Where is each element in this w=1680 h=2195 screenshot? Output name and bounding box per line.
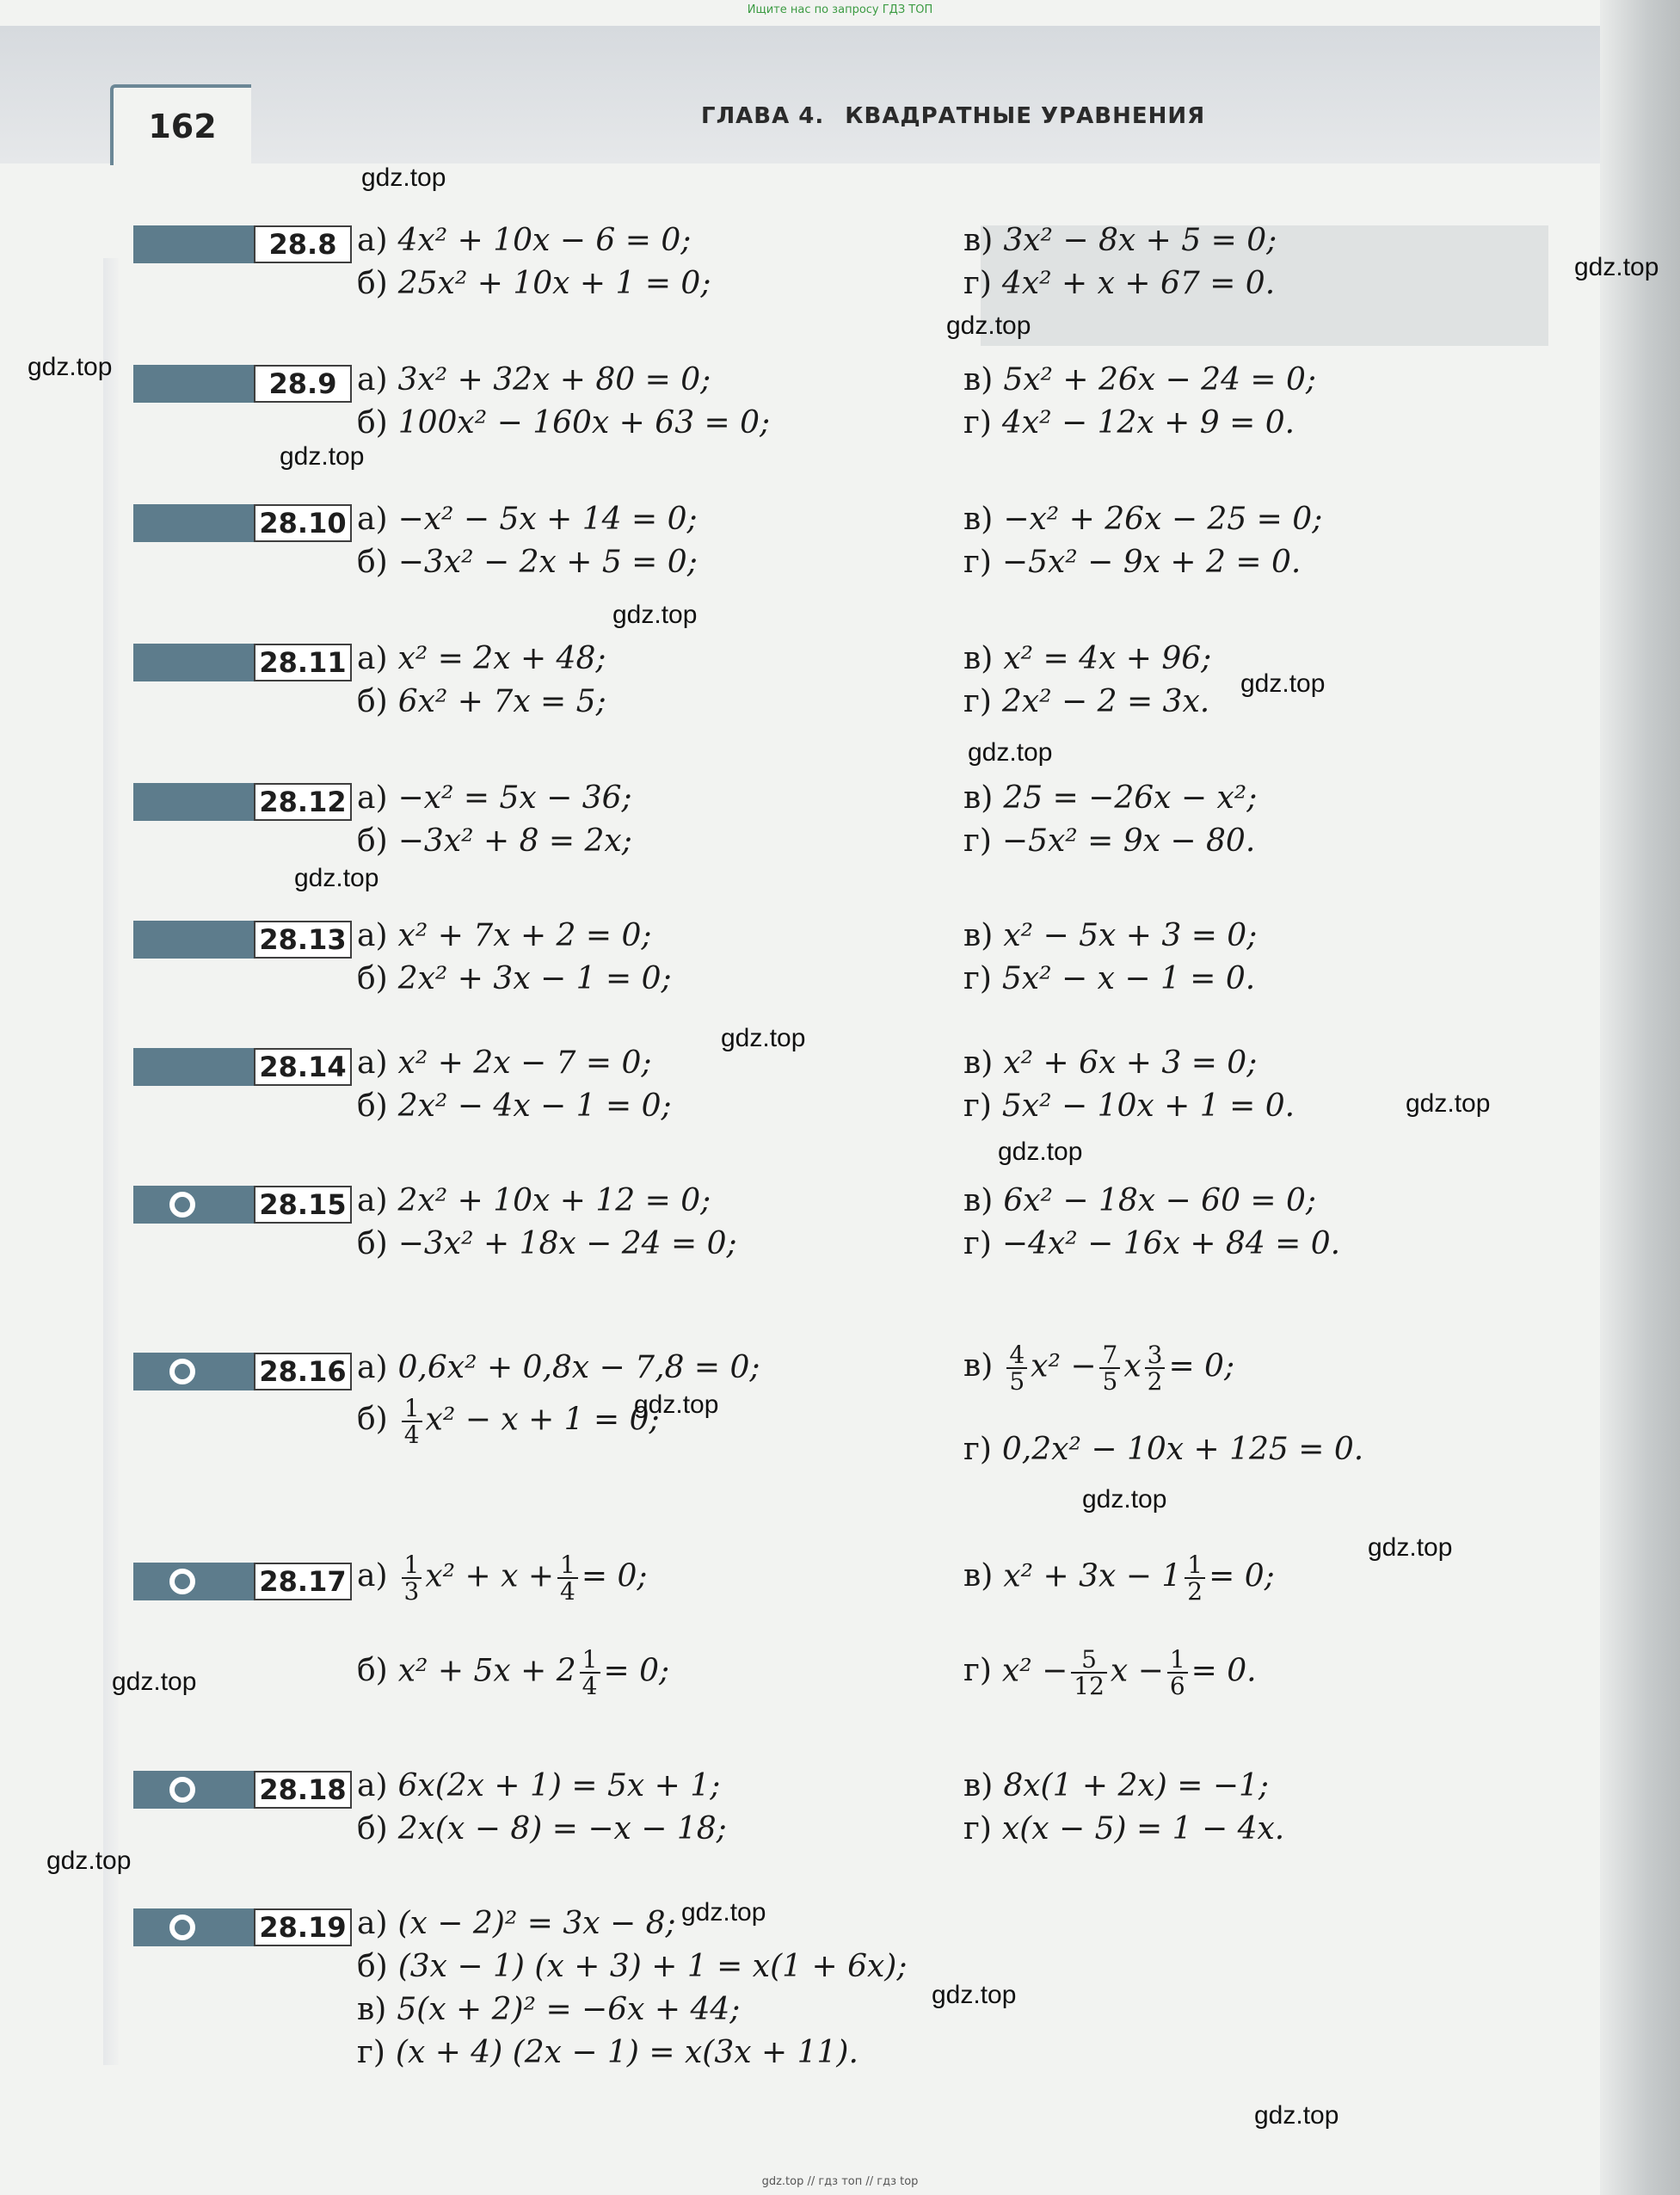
watermark: gdz.top: [721, 1024, 806, 1052]
watermark: gdz.top: [28, 353, 113, 381]
equation-g: г) −5x² − 9x + 2 = 0.: [963, 545, 1302, 580]
watermark: gdz.top: [998, 1138, 1083, 1166]
equation-g: г) 2x² − 2 = 3x.: [963, 684, 1210, 719]
watermark: gdz.top: [932, 1981, 1017, 2009]
top-note: Ищите нас по запросу ГДЗ ТОП: [747, 3, 933, 16]
equation-a: а) −x² − 5x + 14 = 0;: [357, 502, 698, 537]
equation-b: б) −3x² + 8 = 2x;: [357, 823, 632, 859]
fraction: $\frac{1}{4}$: [580, 1647, 600, 1699]
difficulty-circle-icon: [169, 1777, 195, 1803]
chapter-name: КВАДРАТНЫЕ УРАВНЕНИЯ: [845, 103, 1206, 129]
equation-g: г) 5x² − x − 1 = 0.: [963, 961, 1256, 996]
fraction: $\frac{3}{2}$: [1145, 1342, 1166, 1395]
watermark: gdz.top: [1574, 253, 1659, 281]
watermark: gdz.top: [112, 1668, 197, 1696]
equation-a: а) x² = 2x + 48;: [357, 641, 606, 676]
equation-g: г) 4x² + x + 67 = 0.: [963, 266, 1276, 301]
equation-v: в) x² − 5x + 3 = 0;: [963, 918, 1258, 953]
equation-v: в) 5x² + 26x − 24 = 0;: [963, 362, 1317, 398]
problem-number: 28.10: [254, 504, 352, 542]
watermark: gdz.top: [681, 1898, 766, 1927]
equation-v: в) x² + 3x − 1 $\frac{1}{2}$ = 0;: [963, 1551, 1275, 1606]
equation-v: в) $\frac{4}{5}$ x² − $\frac{7}{5}$ x $\frac{3}{2}$ = 0;: [963, 1341, 1235, 1397]
equation-a: а) 0,6x² + 0,8x − 7,8 = 0;: [357, 1350, 760, 1385]
equation-b: б) x² + 5x + 2 $\frac{1}{4}$ = 0;: [357, 1645, 670, 1701]
watermark: gdz.top: [968, 738, 1053, 767]
equation-v: в) x² = 4x + 96;: [963, 641, 1212, 676]
equation-a: а) 4x² + 10x − 6 = 0;: [357, 223, 692, 258]
equation-g: г) 0,2x² − 10x + 125 = 0.: [963, 1432, 1364, 1467]
equation-v: в) 5(x + 2)² = −6x + 44;: [357, 1992, 741, 2027]
watermark: gdz.top: [280, 442, 365, 471]
page-margin-strip: [103, 258, 119, 2065]
equation-v: в) −x² + 26x − 25 = 0;: [963, 502, 1323, 537]
problem-number: 28.11: [254, 644, 352, 681]
problem-number: 28.8: [254, 225, 352, 263]
watermark: gdz.top: [46, 1847, 132, 1875]
page-fold-shadow: [1600, 0, 1680, 2195]
equation-b: б) −3x² − 2x + 5 = 0;: [357, 545, 698, 580]
fraction: $\frac{1}{6}$: [1167, 1647, 1188, 1699]
equation-g: г) −4x² − 16x + 84 = 0.: [963, 1226, 1341, 1261]
watermark: gdz.top: [612, 601, 698, 629]
page-number: 162: [110, 84, 251, 165]
watermark: gdz.top: [1082, 1485, 1167, 1514]
watermark: gdz.top: [1254, 2101, 1339, 2130]
difficulty-circle-icon: [169, 1359, 195, 1384]
equation-g: г) x(x − 5) = 1 − 4x.: [963, 1811, 1285, 1847]
equation-v: в) x² + 6x + 3 = 0;: [963, 1045, 1258, 1081]
equation-b: б) (3x − 1) (x + 3) + 1 = x(1 + 6x);: [357, 1949, 908, 1984]
fraction: $\frac{4}{5}$: [1006, 1342, 1027, 1395]
problem-number: 28.9: [254, 365, 352, 403]
equation-g: г) −5x² = 9x − 80.: [963, 823, 1256, 859]
difficulty-circle-icon: [169, 1192, 195, 1218]
equation-a: а) x² + 2x − 7 = 0;: [357, 1045, 652, 1081]
equation-b: б) 2x(x − 8) = −x − 18;: [357, 1811, 727, 1847]
fraction: $\frac{7}{5}$: [1099, 1342, 1120, 1395]
problem-number: 28.14: [254, 1048, 352, 1086]
problem-number: 28.15: [254, 1186, 352, 1224]
watermark: gdz.top: [1406, 1089, 1491, 1118]
equation-b: б) 100x² − 160x + 63 = 0;: [357, 405, 771, 441]
equation-a: а) 6x(2x + 1) = 5x + 1;: [357, 1768, 721, 1803]
equation-v: в) 3x² − 8x + 5 = 0;: [963, 223, 1277, 258]
watermark: gdz.top: [361, 163, 446, 192]
equation-g: г) (x + 4) (2x − 1) = x(3x + 11).: [357, 2035, 858, 2070]
problem-number: 28.16: [254, 1353, 352, 1390]
watermark: gdz.top: [946, 311, 1031, 340]
fraction: $\frac{1}{2}$: [1185, 1552, 1205, 1605]
watermark: gdz.top: [294, 864, 379, 892]
problem-number: 28.17: [254, 1563, 352, 1600]
equation-g: г) 5x² − 10x + 1 = 0.: [963, 1088, 1295, 1124]
equation-a: а) x² + 7x + 2 = 0;: [357, 918, 652, 953]
fraction: $\frac{1}{3}$: [402, 1552, 422, 1605]
equation-a: а) 3x² + 32x + 80 = 0;: [357, 362, 711, 398]
chapter-title: [701, 103, 1205, 129]
equation-a: а) $\frac{1}{3}$ x² + x + $\frac{1}{4}$ = 0;: [357, 1551, 648, 1606]
equation-v: в) 25 = −26x − x²;: [963, 780, 1258, 816]
equation-a: а) (x − 2)² = 3x − 8;: [357, 1906, 676, 1941]
problem-number: 28.12: [254, 783, 352, 821]
watermark: gdz.top: [634, 1390, 719, 1419]
fraction: $\frac{1}{4}$: [557, 1552, 578, 1605]
problem-number: 28.13: [254, 921, 352, 959]
equation-b: б) −3x² + 18x − 24 = 0;: [357, 1226, 737, 1261]
equation-v: в) 6x² − 18x − 60 = 0;: [963, 1183, 1317, 1218]
equation-b: б) $\frac{1}{4}$ x² − x + 1 = 0;: [357, 1394, 660, 1450]
watermark: gdz.top: [1368, 1533, 1453, 1562]
difficulty-circle-icon: [169, 1569, 195, 1594]
chapter-label: ГЛАВА 4.: [701, 103, 825, 129]
fraction: $\frac{1}{4}$: [402, 1396, 422, 1448]
watermark: gdz.top: [1240, 669, 1326, 698]
equation-b: б) 2x² − 4x − 1 = 0;: [357, 1088, 672, 1124]
equation-g: г) x² − $\frac{5}{12}$ x − $\frac{1}{6}$ = 0.: [963, 1645, 1257, 1701]
problem-number: 28.18: [254, 1771, 352, 1809]
equation-b: б) 2x² + 3x − 1 = 0;: [357, 961, 672, 996]
equation-g: г) 4x² − 12x + 9 = 0.: [963, 405, 1295, 441]
bottom-note: gdz.top // гдз топ // гдз top: [761, 2175, 919, 2188]
difficulty-circle-icon: [169, 1914, 195, 1940]
equation-a: а) −x² = 5x − 36;: [357, 780, 632, 816]
equation-v: в) 8x(1 + 2x) = −1;: [963, 1768, 1270, 1803]
equation-a: а) 2x² + 10x + 12 = 0;: [357, 1183, 711, 1218]
equation-b: б) 6x² + 7x = 5;: [357, 684, 606, 719]
problem-number: 28.19: [254, 1908, 352, 1946]
equation-b: б) 25x² + 10x + 1 = 0;: [357, 266, 711, 301]
fraction: $\frac{5}{12}$: [1071, 1647, 1107, 1699]
